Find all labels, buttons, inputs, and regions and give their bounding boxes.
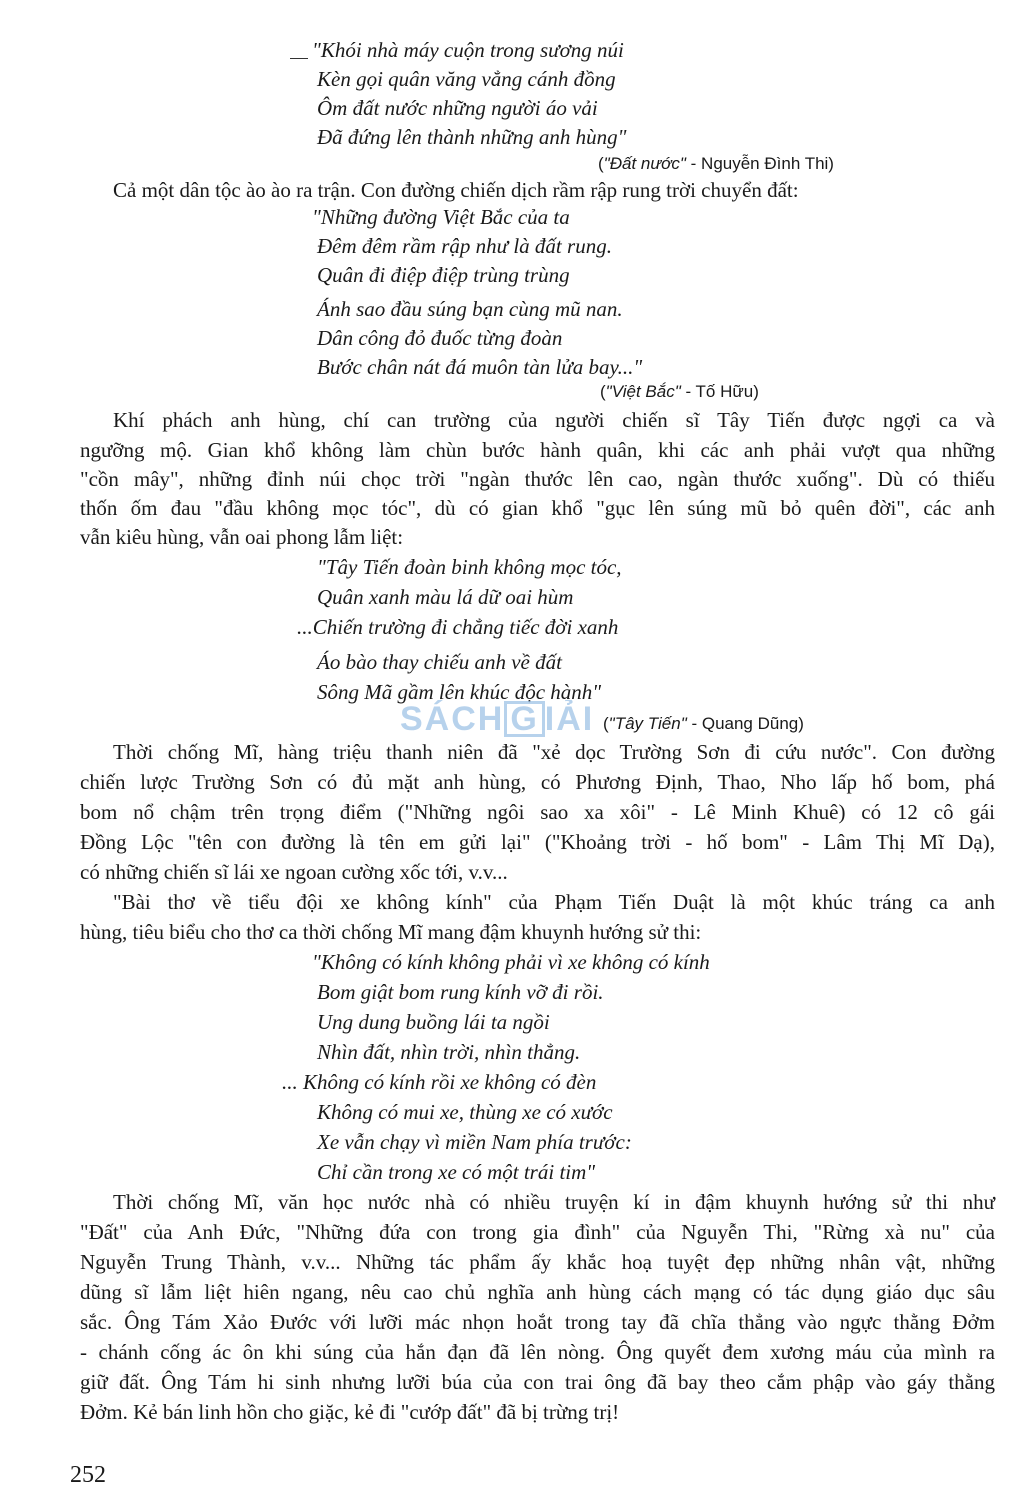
poem1-source: ("Đất nước" - Nguyễn Đình Thi) [598, 154, 834, 173]
poem1-line-1: "Khói nhà máy cuộn trong sương núi [312, 38, 624, 62]
poem2-line-5: Dân công đỏ đuốc từng đoàn [317, 326, 563, 350]
poem3-line-2: Quân xanh màu lá dữ oai hùm [317, 585, 574, 609]
poem3-source-author: - Quang Dũng) [686, 714, 804, 733]
page-number: 252 [70, 1462, 106, 1488]
para5-line-6: - chánh cống ác ôn khi súng của hắn đạn đã lên nòng. Ông quyết đem xương máu của mình ra [80, 1340, 995, 1364]
poem3-line-4: Áo bào thay chiếu anh về đất [317, 650, 562, 674]
para3-line-1: Thời chống Mĩ, hàng triệu thanh niên đã "xẻ dọc Trường Sơn đi cứu nước". Con đường [113, 740, 995, 764]
para2-line-5: vẫn kiêu hùng, vẫn oai phong lẫm liệt: [80, 525, 404, 549]
poem2-source-title: "Việt Bắc" [605, 382, 681, 401]
poem4-line-4: Nhìn đất, nhìn trời, nhìn thẳng. [317, 1040, 581, 1064]
poem2-source: ("Việt Bắc" - Tố Hữu) [600, 382, 759, 401]
para4-line-2: hùng, tiêu biểu cho thơ ca thời chống Mĩ mang đậm khuynh hướng sử thi: [80, 920, 702, 944]
para5-line-2: "Đất" của Anh Đức, "Những đứa con trong gia đình" của Nguyễn Thi, "Rừng xà nu" của [80, 1220, 995, 1244]
poem4-line-6: Không có mui xe, thùng xe có xước [317, 1100, 613, 1124]
watermark-text-right: IẢI [544, 700, 595, 738]
para2-line-1: Khí phách anh hùng, chí can trường của người chiến sĩ Tây Tiến được ngợi ca và [113, 408, 995, 432]
poem3-line-3: ...Chiến trường đi chẳng tiếc đời xanh [297, 615, 619, 639]
watermark-text-box: G [504, 701, 544, 737]
poem2-source-author: - Tố Hữu) [680, 382, 759, 401]
para5-line-4: dũng sĩ lẫm liệt hiên ngang, nêu cao chủ nghĩa anh hùng cách mạng có tác dụng giáo dục sâu [80, 1280, 995, 1304]
poem2-line-4: Ánh sao đầu súng bạn cùng mũ nan. [317, 297, 623, 321]
poem4-line-2: Bom giật bom rung kính vỡ đi rồi. [317, 980, 604, 1004]
poem4-line-8: Chỉ cần trong xe có một trái tim" [317, 1160, 596, 1184]
para3-line-3: bom nổ chậm trên trọng điểm ("Những ngôi sao xa xôi" - Lê Minh Khuê) có 12 cô gái [80, 800, 995, 824]
poem3-source-title: "Tây Tiến" [608, 714, 687, 733]
poem4-line-5: ... Không có kính rồi xe không có đèn [282, 1070, 597, 1094]
poem1-line-4: Đã đứng lên thành những anh hùng" [317, 125, 627, 149]
poem3-source: ("Tây Tiến" - Quang Dũng) [603, 714, 804, 733]
poem4-line-7: Xe vẫn chạy vì miền Nam phía trước: [317, 1130, 632, 1154]
poem3-line-1: "Tây Tiến đoàn binh không mọc tóc, [317, 555, 622, 579]
para2-line-4: thốn ốm đau "đầu không mọc tóc", dù có gian khổ "gục lên súng mũ bỏ quên đời", các anh [80, 496, 995, 520]
poem2-line-3: Quân đi điệp điệp trùng trùng [317, 263, 570, 287]
para5-line-5: sắc. Ông Tám Xảo Đước với lưỡi mác nhọn hoắt trong tay đã chĩa thẳng vào ngực thằng Đởm [80, 1310, 995, 1334]
poem1-source-author: - Nguyễn Đình Thi) [685, 154, 834, 173]
poem2-line-1: "Những đường Việt Bắc của ta [312, 205, 570, 229]
poem1-line-3: Ôm đất nước những người áo vải [317, 96, 598, 120]
para1: Cả một dân tộc ào ào ra trận. Con đường chiến dịch rầm rập rung trời chuyển đất: [113, 178, 799, 202]
poem2-line-2: Đêm đêm rầm rập như là đất rung. [317, 234, 612, 258]
para5-line-8: Đởm. Kẻ bán linh hồn cho giặc, kẻ đi "cướp đất" đã bị trừng trị! [80, 1400, 620, 1424]
poem4-line-1: "Không có kính không phải vì xe không có kính [312, 950, 710, 974]
para5-line-7: giữ đất. Ông Tám hi sinh nhưng lưỡi búa của con trai ông đã bay theo cắm phập vào gáy thằng [80, 1370, 995, 1394]
poem3-line-5: Sông Mã gầm lên khúc độc hành" [317, 680, 602, 704]
watermark-text-left: SÁCH [400, 700, 505, 738]
para2-line-2: ngưỡng mộ. Gian khổ không làm chùn bước hành quân, khi các anh phải vượt qua những [80, 438, 995, 462]
para3-line-5: có những chiến sĩ lái xe ngoan cường xốc tới, v.v... [80, 860, 508, 884]
para5-line-3: Nguyễn Trung Thành, v.v... Những tác phẩm ấy khắc hoạ tuyệt đẹp những nhân vật, những [80, 1250, 995, 1274]
poem2-line-6: Bước chân nát đá muôn tàn lửa bay..." [317, 355, 643, 379]
poem1-line-2: Kèn gọi quân văng vẳng cánh đồng [317, 67, 616, 91]
para4-line-1: "Bài thơ về tiểu đội xe không kính" của Phạm Tiến Duật là một khúc tráng ca anh [113, 890, 995, 914]
poem1-source-title: "Đất nước" [603, 154, 686, 173]
sachgiai-watermark-logo [400, 700, 594, 739]
para2-line-3: "cồn mây", những đỉnh núi chọc trời "ngàn thước lên cao, ngàn thước xuống". Dù có thiếu [80, 467, 995, 491]
poem4-line-3: Ung dung buồng lái ta ngồi [317, 1010, 550, 1034]
para5-line-1: Thời chống Mĩ, văn học nước nhà có nhiều truyện kí in đậm khuynh hướng sử thi như [113, 1190, 995, 1214]
leading-dash [290, 58, 308, 59]
para3-line-2: chiến lược Trường Sơn có đủ mặt anh hùng, có Phương Định, Thao, Nho lấp hố bom, phá [80, 770, 995, 794]
para3-line-4: Đồng Lộc "tên con đường là tên em gửi lại" ("Khoảng trời - hố bom" - Lâm Thị Mĩ Dạ), [80, 830, 995, 854]
